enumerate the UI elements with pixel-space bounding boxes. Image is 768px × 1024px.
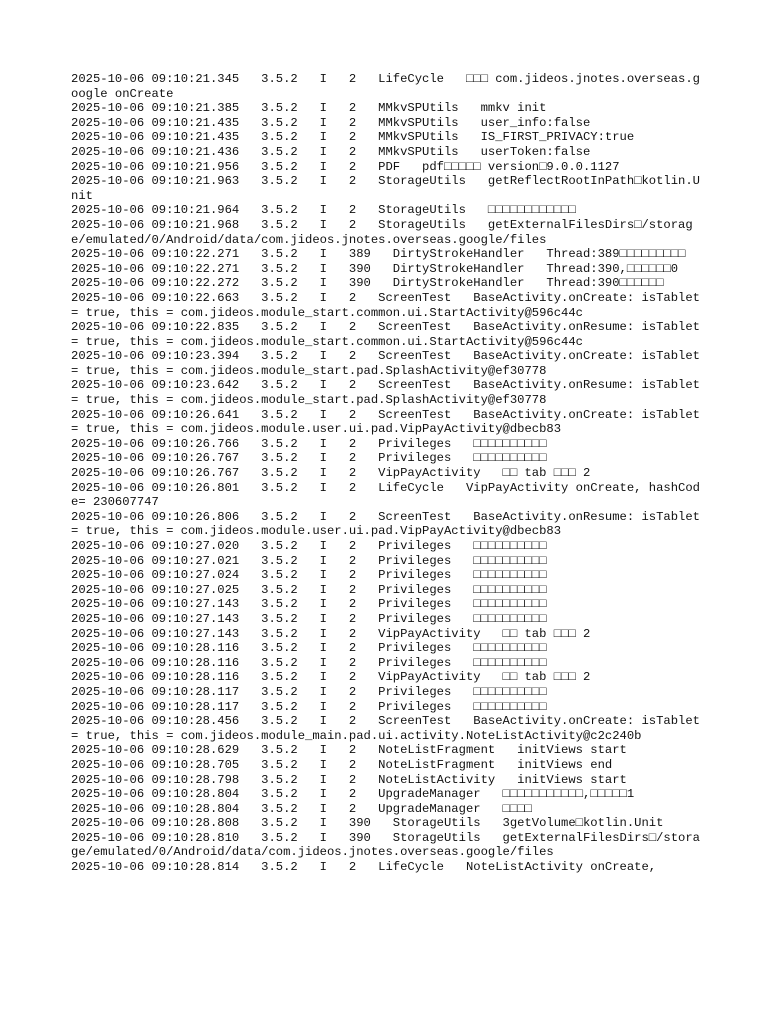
log-line: 2025-10-06 09:10:27.024 3.5.2 I 2 Privileges □□□□□□□□□□ [71,568,547,583]
log-line: 2025-10-06 09:10:28.116 3.5.2 I 2 Privileges □□□□□□□□□□ [71,641,547,656]
log-line: 2025-10-06 09:10:21.385 3.5.2 I 2 MMkvSPUtils mmkv init [71,101,547,116]
log-line: 2025-10-06 09:10:26.766 3.5.2 I 2 Privileges □□□□□□□□□□ [71,436,547,451]
log-line: 2025-10-06 09:10:27.143 3.5.2 I 2 Privileges □□□□□□□□□□ [71,611,547,626]
log-line: 2025-10-06 09:10:26.801 3.5.2 I 2 LifeCycle VipPayActivity onCreate, hashCode= 230607747 [71,480,700,510]
log-line: 2025-10-06 09:10:26.767 3.5.2 I 2 Privileges □□□□□□□□□□ [71,451,547,466]
log-line: 2025-10-06 09:10:27.021 3.5.2 I 2 Privileges □□□□□□□□□□ [71,553,547,568]
log-line: 2025-10-06 09:10:28.804 3.5.2 I 2 UpgradeManager □□□□ [71,801,532,816]
log-line: 2025-10-06 09:10:28.629 3.5.2 I 2 NoteListFragment initViews start [71,743,627,758]
log-line: 2025-10-06 09:10:28.117 3.5.2 I 2 Privileges □□□□□□□□□□ [71,684,547,699]
log-line: 2025-10-06 09:10:21.968 3.5.2 I 2 StorageUtils getExternalFilesDirs□/storage/emulated/0/Android/data/com.jideos.jnotes.overseas.google/files [71,217,693,247]
log-line: 2025-10-06 09:10:21.963 3.5.2 I 2 StorageUtils getReflectRootInPath□kotlin.Unit [71,174,700,203]
log-line: 2025-10-06 09:10:28.117 3.5.2 I 2 Privileges □□□□□□□□□□ [71,699,547,714]
log-line: 2025-10-06 09:10:28.808 3.5.2 I 390 StorageUtils 3getVolume□kotlin.Unit [71,816,664,831]
log-line: 2025-10-06 09:10:23.394 3.5.2 I 2 ScreenTest BaseActivity.onCreate: isTablet = true, this = com.jideos.module_start.pad.SplashActivity@ef30778 [71,349,708,378]
log-line: 2025-10-06 09:10:27.143 3.5.2 I 2 Privileges □□□□□□□□□□ [71,597,547,612]
log-line: 2025-10-06 09:10:21.956 3.5.2 I 2 PDF pdf□□□□□ version□9.0.0.1127 [71,159,620,174]
log-line: 2025-10-06 09:10:28.804 3.5.2 I 2 UpgradeManager □□□□□□□□□□□,□□□□□1 [71,787,635,802]
log-line: 2025-10-06 09:10:26.806 3.5.2 I 2 ScreenTest BaseActivity.onResume: isTablet = true, this = com.jideos.module.user.ui.pad.VipPayActivity@dbecb83 [71,509,708,539]
log-line: 2025-10-06 09:10:28.705 3.5.2 I 2 NoteListFragment initViews end [71,757,613,772]
log-line: 2025-10-06 09:10:28.456 3.5.2 I 2 ScreenTest BaseActivity.onCreate: isTablet = true, this = com.jideos.module_main.pad.ui.activity.NoteListActivity@c2c240b [71,714,708,743]
log-line: 2025-10-06 09:10:28.810 3.5.2 I 390 StorageUtils getExternalFilesDirs□/storage/emulated/0/Android/data/com.jideos.jnotes.overseas.google/files [71,830,700,860]
log-line: 2025-10-06 09:10:27.143 3.5.2 I 2 VipPayActivity □□ tab □□□ 2 [71,626,591,641]
log-line: 2025-10-06 09:10:27.025 3.5.2 I 2 Privileges □□□□□□□□□□ [71,582,547,597]
log-line: 2025-10-06 09:10:27.020 3.5.2 I 2 Privileges □□□□□□□□□□ [71,539,547,553]
log-line: 2025-10-06 09:10:21.964 3.5.2 I 2 StorageUtils □□□□□□□□□□□□ [71,203,576,218]
log-line: 2025-10-06 09:10:28.798 3.5.2 I 2 NoteListActivity initViews start [71,772,627,787]
log-line: 2025-10-06 09:10:21.435 3.5.2 I 2 MMkvSPUtils IS_FIRST_PRIVACY:true [71,130,635,145]
log-line: 2025-10-06 09:10:26.641 3.5.2 I 2 ScreenTest BaseActivity.onCreate: isTablet = true, this = com.jideos.module.user.ui.pad.VipPayActivity@dbecb83 [71,407,708,437]
log-line: 2025-10-06 09:10:21.435 3.5.2 I 2 MMkvSPUtils user_info:false [71,115,591,130]
log-line: 2025-10-06 09:10:28.814 3.5.2 I 2 LifeCycle NoteListActivity onCreate, [71,860,657,875]
log-line: 2025-10-06 09:10:22.271 3.5.2 I 390 DirtyStrokeHandler Thread:390,□□□□□□0 [71,261,679,276]
log-line: 2025-10-06 09:10:22.663 3.5.2 I 2 ScreenTest BaseActivity.onCreate: isTablet = true, this = com.jideos.module_start.common.ui.StartActivity@596c44c [71,290,708,320]
log-line: 2025-10-06 09:10:28.116 3.5.2 I 2 Privileges □□□□□□□□□□ [71,655,547,670]
log-output [71,72,708,875]
log-line: 2025-10-06 09:10:21.345 3.5.2 I 2 LifeCycle □□□ com.jideos.jnotes.overseas.google onCreate [71,72,700,101]
log-line: 2025-10-06 09:10:22.271 3.5.2 I 389 DirtyStrokeHandler Thread:389□□□□□□□□□ [71,247,686,262]
log-line: 2025-10-06 09:10:22.272 3.5.2 I 390 DirtyStrokeHandler Thread:390□□□□□□ [71,276,664,291]
log-line: 2025-10-06 09:10:26.767 3.5.2 I 2 VipPayActivity □□ tab □□□ 2 [71,466,591,481]
log-line: 2025-10-06 09:10:23.642 3.5.2 I 2 ScreenTest BaseActivity.onResume: isTablet = true, this = com.jideos.module_start.pad.SplashActivity@ef30778 [71,378,708,408]
log-line: 2025-10-06 09:10:28.116 3.5.2 I 2 VipPayActivity □□ tab □□□ 2 [71,670,591,685]
log-line: 2025-10-06 09:10:22.835 3.5.2 I 2 ScreenTest BaseActivity.onResume: isTablet = true, this = com.jideos.module_start.common.ui.StartActivity@596c44c [71,320,708,349]
log-line: 2025-10-06 09:10:21.436 3.5.2 I 2 MMkvSPUtils userToken:false [71,144,591,159]
